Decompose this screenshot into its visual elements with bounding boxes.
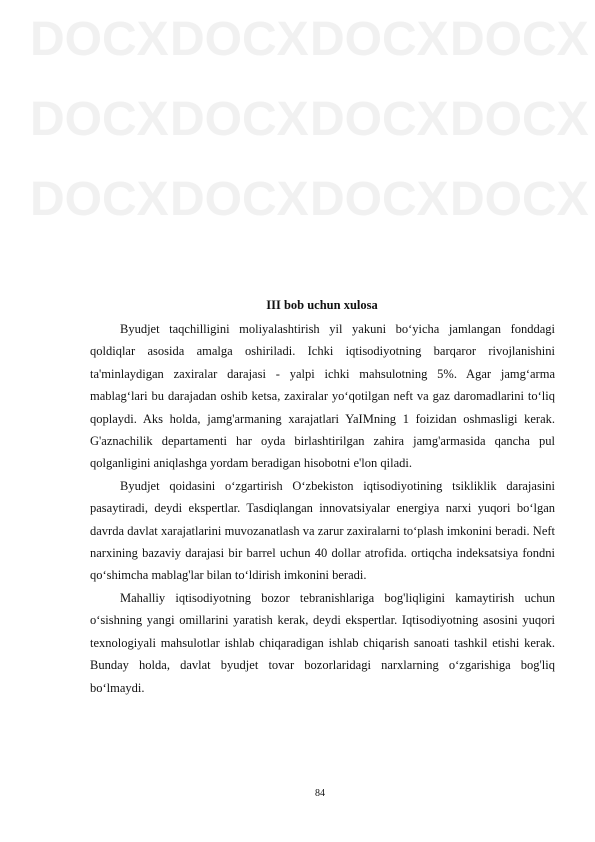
- watermark-mark: DOCX: [170, 173, 309, 226]
- watermark-mark: DOCX: [30, 93, 169, 146]
- paragraph: Mahalliy iqtisodiyotning bozor tebranishlariga bog'liqligini kamaytirish uchun o‘sishning yangi omillarini yaratish kerak, deydi ekspertlar. Iqtisodiyotning asosini yuqori texnologiyali mahsulotlar ishlab chiqaradigan ishlab chiqarish sanoati tashkil etishi kerak. Bunday holda, davlat byudjet tovar bozorlaridagi narxlarning o‘zgarishiga bog'liq bo‘lmaydi.: [90, 590, 555, 695]
- watermark-mark: DOCX: [170, 13, 309, 66]
- watermark-mark: DOCX: [310, 13, 449, 66]
- section-title: III bob uchun xulosa: [266, 298, 378, 312]
- watermark-mark: DOCX: [450, 13, 589, 66]
- body-text: [90, 318, 555, 699]
- watermark-mark: DOCX: [450, 93, 589, 146]
- watermark-mark: DOCX: [30, 173, 169, 226]
- paragraph: Byudjet taqchilligini moliyalashtirish yil yakuni bo‘yicha jamlangan fonddagi qoldiqlar asosida amalga oshiriladi. Ichki iqtisodiyotning barqaror rivojlanishini ta'minlaydigan zaxiralar darajasi - yalpi ichki mahsulotning 5%. Agar jamg‘arma mablag‘lari bu darajadan oshib ketsa, zaxiralar yo‘qotilgan neft va gaz daromadlarini to‘liq qoplaydi. Aks holda, jamg'armaning xarajatlari YaIMning 1 foizidan oshmasligi kerak. G'aznachilik departamenti har oyda birlashtirilgan zahira jamg'armasida qancha pul qolganligini aniqlashga yordam beradigan hisobotni e'lon qiladi.: [90, 322, 555, 471]
- watermark-mark: DOCX: [170, 93, 309, 146]
- paragraph: Byudjet qoidasini o‘zgartirish O‘zbekiston iqtisodiyotining tsikliklik darajasini pasaytiradi, deydi ekspertlar. Tasdiqlangan innovatsiyalar energiya narxi yuqori bo‘lgan davrda davlat xarajatlarini muvozanatlash va zarur zaxiralarni to‘plash imkonini beradi. Neft narxining bazaviy darajasi bir barrel uchun 40 dollar atrofida. ortiqcha indeksatsiya fondni qo‘shimcha mablag'lar bilan to‘ldirish imkonini beradi.: [90, 478, 555, 583]
- watermark-mark: DOCX: [310, 93, 449, 146]
- watermark-mark: DOCX: [30, 13, 169, 66]
- watermark-mark: DOCX: [450, 173, 589, 226]
- page-number: 84: [315, 788, 325, 799]
- watermark-mark: DOCX: [310, 173, 449, 226]
